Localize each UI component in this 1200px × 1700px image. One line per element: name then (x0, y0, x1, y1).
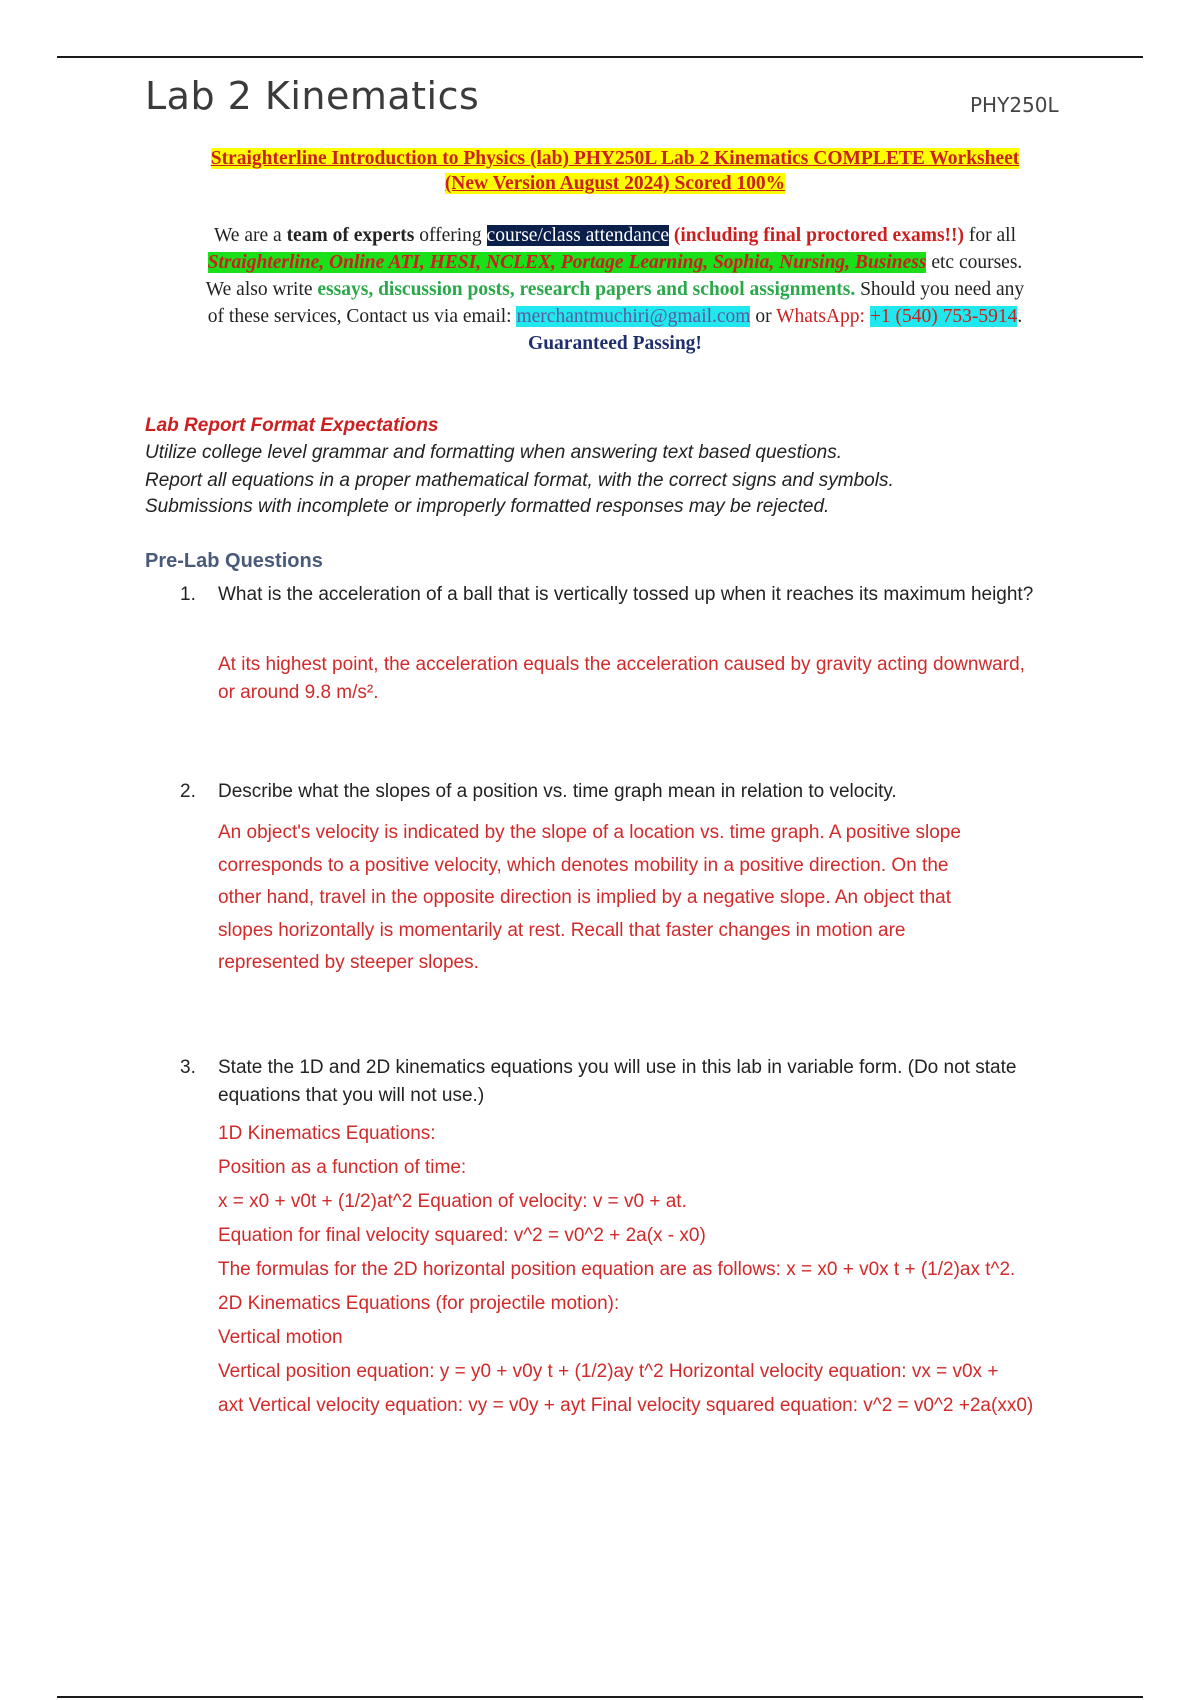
question-text: What is the acceleration of a ball that is vertically tossed up when it reaches its maximum height? (218, 584, 1034, 605)
promo-line-4: of these services, Contact us via email: merchantmuchiri@gmail.com or WhatsApp: +1 (540) 753-5914. (207, 306, 1023, 327)
answer-3: 1D Kinematics Equations: Position as a function of time: x = x0 + v0t + (1/2)at^2 Equation of velocity: v = v0 + at. Equation for final velocity squared: v^2 = v0^2 + 2a(x - x0) The formulas for the 2D horizontal position equation are as follows: x = x0 + v0x t + (1/2)ax t^2. 2D Kinematics Equations (for projectile motion): Vertical motion Vertical position equation: y = y0 + v0y t + (1/2)ay t^2 Horizontal velocity equation: vx = v0x + axt Vertical velocity equation: vy = v0y + ayt Final velocity squared equation: v^2 = v0^2 +2a(xx0) (218, 1123, 1034, 1416)
question-text: State the 1D and 2D kinematics equations you will use in this lab in variable form. (Do not state equations that you will not use.) (218, 1057, 1017, 1106)
promo-paragraph (140, 222, 1090, 357)
top-rule (57, 56, 1143, 58)
promo-line-1: We are a team of experts offering course/class attendance (including final proctored exams!!) for all (213, 225, 1017, 246)
format-line: Report all equations in a proper mathematical format, with the correct signs and symbols. (145, 470, 894, 491)
prelab-heading: Pre-Lab Questions (145, 550, 323, 572)
format-line: Submissions with incomplete or improperly formatted responses may be rejected. (145, 496, 830, 517)
promo-line-2: Straighterline, Online ATI, HESI, NCLEX, Portage Learning, Sophia, Nursing, Business etc courses. (207, 252, 1023, 273)
page-title: Lab 2 Kinematics (145, 74, 480, 118)
question-text: Describe what the slopes of a position vs. time graph mean in relation to velocity. (218, 781, 897, 802)
format-line: Utilize college level grammar and formatting when answering text based questions. (145, 442, 843, 463)
answer-2: An object's velocity is indicated by the slope of a location vs. time graph. A positive slope corresponds to a positive velocity, which denotes mobility in a positive direction. On the other hand, travel in the opposite direction is implied by a negative slope. An object that slopes horizontally is momentarily at rest. Recall that faster changes in motion are represented by steeper slopes. (218, 822, 961, 973)
attendance-highlight: course/class attendance (486, 225, 669, 246)
bottom-rule (57, 1696, 1143, 1698)
promo-title-line2: (New Version August 2024) Scored 100% (444, 173, 786, 194)
promo-title-line1: Straighterline Introduction to Physics (lab) PHY250L Lab 2 Kinematics COMPLETE Worksheet (210, 148, 1020, 169)
promo-title (140, 146, 1090, 196)
course-code: PHY250L (970, 93, 1059, 117)
format-heading: Lab Report Format Expectations (145, 415, 439, 436)
answer-1: At its highest point, the acceleration equals the acceleration caused by gravity acting downward, or around 9.8 m/s². (218, 654, 1025, 703)
promo-line-3: We also write essays, discussion posts, research papers and school assignments. Should you need any (205, 279, 1025, 300)
guarantee-text: Guaranteed Passing! (528, 333, 702, 354)
courses-highlight: Straighterline, Online ATI, HESI, NCLEX, Portage Learning, Sophia, Nursing, Business (207, 252, 927, 273)
email-link[interactable]: merchantmuchiri@gmail.com (516, 306, 751, 327)
phone-link[interactable]: +1 (540) 753-5914 (869, 306, 1018, 327)
